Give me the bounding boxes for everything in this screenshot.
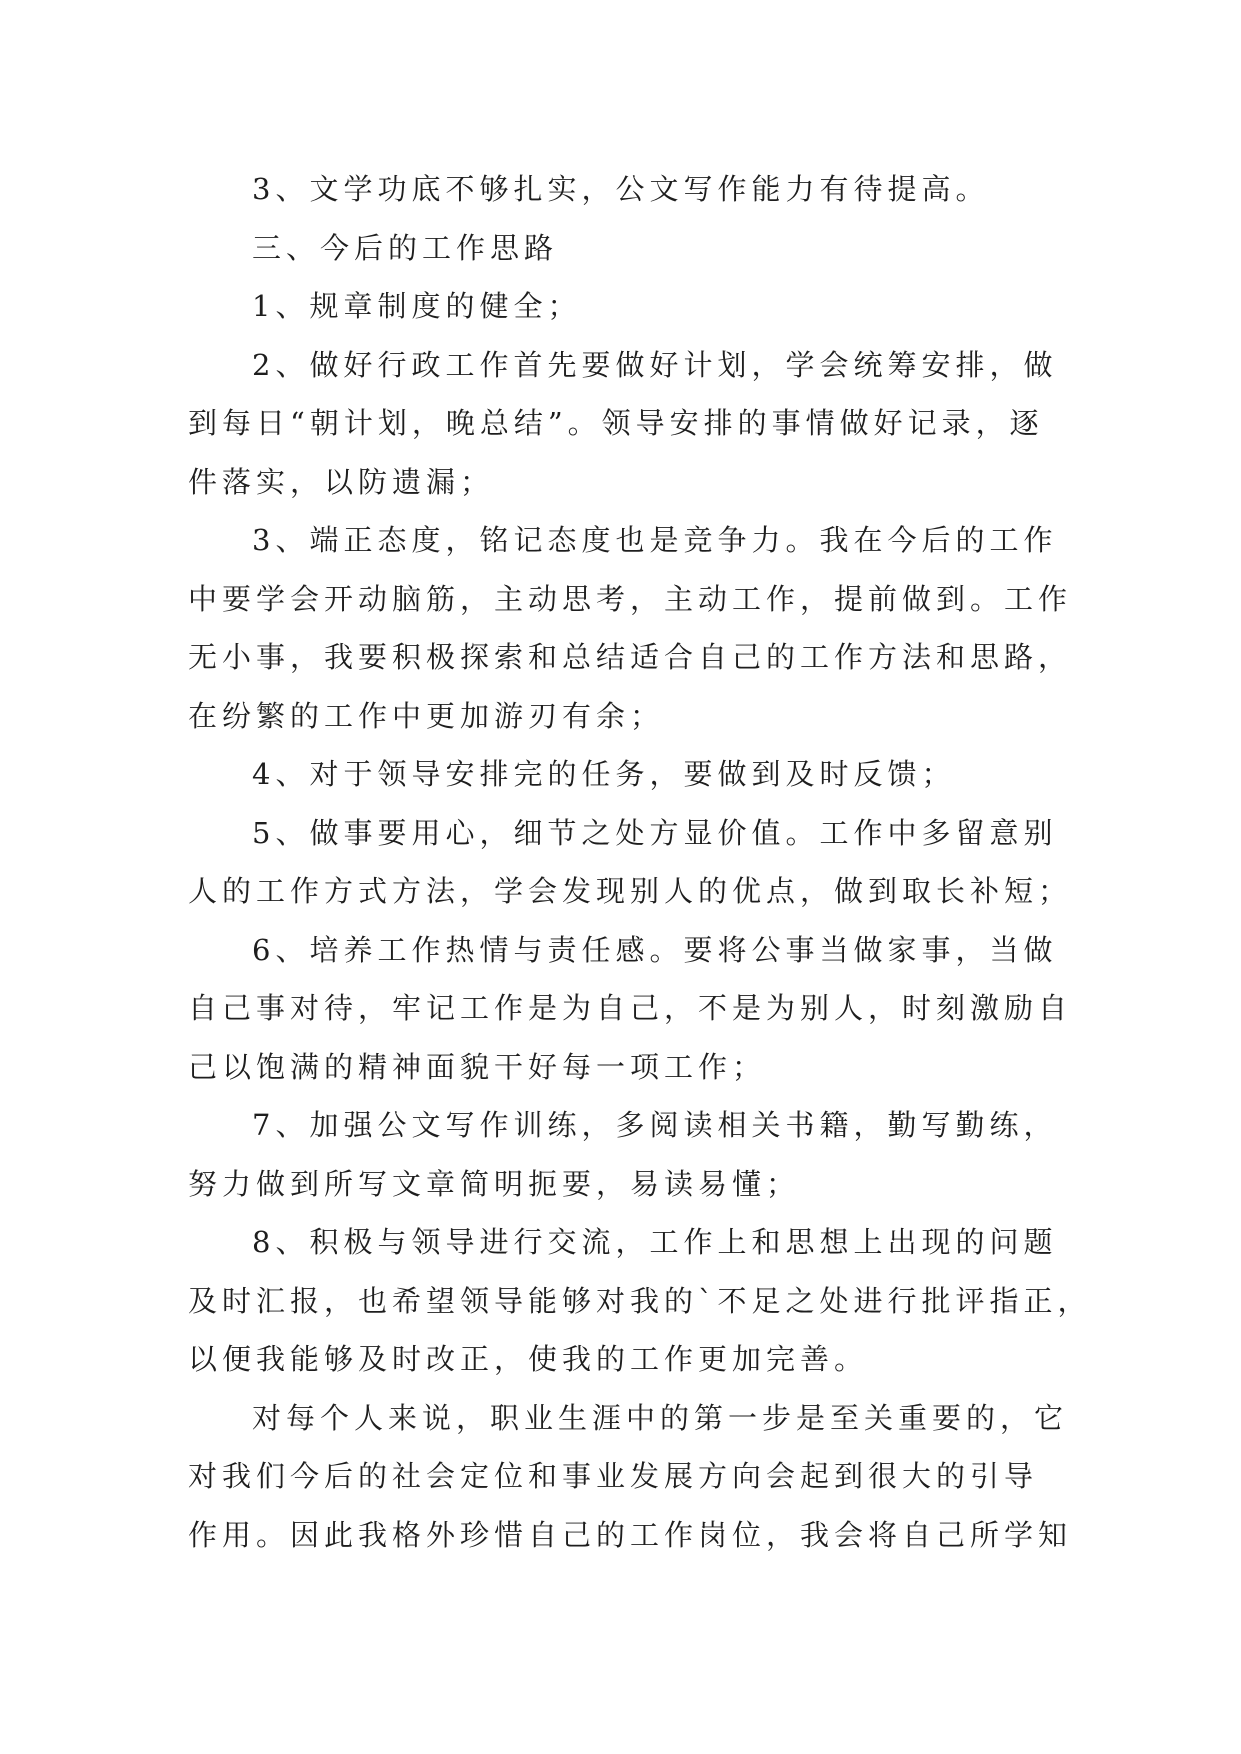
text-line: 7、加强公文写作训练，多阅读相关书籍，勤写勤练， <box>252 1108 1058 1142</box>
text-line: 5、做事要用心，细节之处方显价值。工作中多留意别 <box>252 815 1058 850</box>
text-line: 以便我能够及时改正，使我的工作更加完善。 <box>188 1342 869 1376</box>
text-line: 3、端正态度，铭记态度也是竞争力。我在今后的工作 <box>252 523 1058 557</box>
text-line: 人的工作方式方法，学会发现别人的优点，做到取长补短； <box>188 874 1073 908</box>
text-line: 到每日“朝计划，晚总结”。领导安排的事情做好记录，逐 <box>188 406 1044 440</box>
text-line: 中要学会开动脑筋，主动思考，主动工作，提前做到。工作 <box>188 581 1073 616</box>
text-line: 无小事，我要积极探索和总结适合自己的工作方法和思路， <box>188 640 1073 674</box>
text-line: 努力做到所写文章简明扼要，易读易懂； <box>188 1166 801 1201</box>
text-line: 8、积极与领导进行交流，工作上和思想上出现的问题 <box>252 1225 1058 1259</box>
text-line: 1、规章制度的健全； <box>252 289 582 323</box>
text-line: 件落实，以防遗漏； <box>188 464 495 499</box>
text-line: 6、培养工作热情与责任感。要将公事当做家事，当做 <box>252 932 1058 967</box>
text-line: 作用。因此我格外珍惜自己的工作岗位，我会将自己所学知 <box>188 1517 1073 1552</box>
text-line: 2、做好行政工作首先要做好计划，学会统筹安排，做 <box>252 347 1058 382</box>
text-line: 及时汇报，也希望领导能够对我的`不足之处进行批评指正， <box>188 1283 1092 1318</box>
text-line: 三、今后的工作思路 <box>252 230 559 265</box>
text-line: 3、文学功底不够扎实，公文写作能力有待提高。 <box>252 172 990 206</box>
text-line: 在纷繁的工作中更加游刃有余； <box>188 698 665 733</box>
document-body <box>188 160 1092 1564</box>
text-line: 4、对于领导安排完的任务，要做到及时反馈； <box>252 757 956 791</box>
text-line: 对我们今后的社会定位和事业发展方向会起到很大的引导 <box>188 1459 1039 1493</box>
text-line: 己以饱满的精神面貌干好每一项工作； <box>188 1049 767 1084</box>
text-line: 对每个人来说，职业生涯中的第一步是至关重要的，它 <box>252 1400 1069 1435</box>
text-line: 自己事对待，牢记工作是为自己，不是为别人，时刻激励自 <box>188 991 1073 1025</box>
